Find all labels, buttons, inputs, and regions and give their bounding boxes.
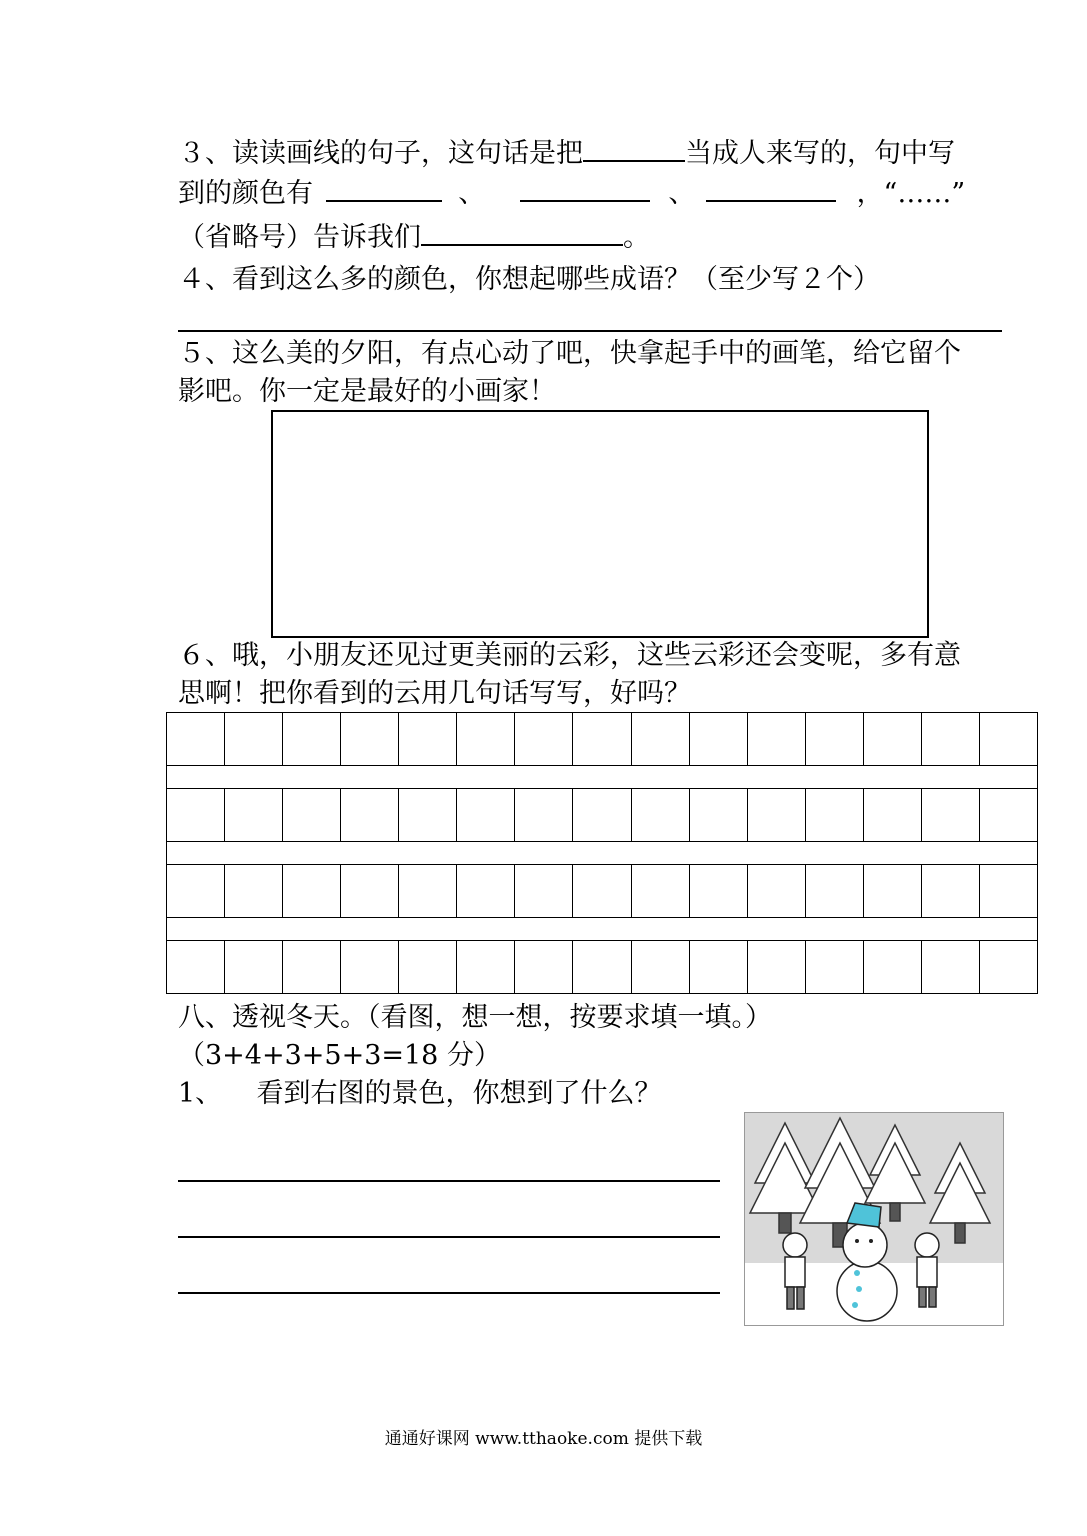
q6-line-1: ６、哦，小朋友还见过更美丽的云彩，这些云彩还会变呢，多有意 [178,640,961,671]
grid-cell[interactable] [979,941,1037,994]
grid-cell[interactable] [283,789,341,842]
grid-cell[interactable] [167,865,225,918]
q3-sep-2: 、 [668,178,696,209]
grid-cell[interactable] [341,865,399,918]
q3-sep-3: ，“……” [856,178,966,209]
q3-text-2: 当成人来写的，句中写 [685,138,955,169]
grid-cell[interactable] [747,865,805,918]
grid-cell[interactable] [457,865,515,918]
grid-cell[interactable] [979,865,1037,918]
q3-blank-color-2[interactable] [520,174,650,202]
grid-cell[interactable] [573,789,631,842]
grid-cell[interactable] [341,713,399,766]
grid-cell[interactable] [863,713,921,766]
grid-cell[interactable] [283,713,341,766]
grid-cell[interactable] [805,941,863,994]
grid-cell[interactable] [457,789,515,842]
snowman-illustration-svg [745,1113,1003,1325]
q3-blank-ellipsis[interactable] [421,218,623,246]
grid-cell[interactable] [457,941,515,994]
grid-cell[interactable] [805,789,863,842]
section-8-q1: 1、 看到右图的景色，你想到了什么？ [178,1078,662,1109]
q3-sep-1: 、 [458,178,486,209]
grid-cell[interactable] [689,789,747,842]
section-8-score: （3+4+3+5+3=18 分） [178,1040,501,1071]
q3-text-3: 到的颜色有 [178,178,313,209]
grid-cell[interactable] [631,713,689,766]
grid-row [167,941,1038,994]
grid-gap [167,918,1038,941]
grid-gap [167,766,1038,789]
q3-blank-color-3[interactable] [706,174,836,202]
answer-line-1[interactable] [178,1180,720,1182]
q5-line-2: 影吧。你一定是最好的小画家！ [178,376,556,407]
grid-cell[interactable] [631,941,689,994]
grid-row [167,713,1038,766]
grid-cell[interactable] [515,789,573,842]
section-8-title: 八、透视冬天。（看图，想一想，按要求填一填。） [178,1002,772,1033]
grid-cell[interactable] [921,713,979,766]
grid-cell[interactable] [689,865,747,918]
grid-cell[interactable] [515,713,573,766]
grid-cell[interactable] [573,713,631,766]
grid-cell[interactable] [283,941,341,994]
q3-line-1 [178,134,955,174]
q3-line-2 [178,174,965,214]
grid-cell[interactable] [979,713,1037,766]
grid-cell[interactable] [863,941,921,994]
grid-cell[interactable] [341,789,399,842]
grid-cell[interactable] [631,789,689,842]
grid-cell[interactable] [979,789,1037,842]
grid-cell[interactable] [863,789,921,842]
grid-cell[interactable] [399,789,457,842]
drawing-box[interactable] [271,410,929,638]
q3-line-3 [178,218,650,258]
grid-cell[interactable] [631,865,689,918]
q6-line-2: 思啊！把你看到的云用几句话写写，好吗？ [178,678,691,709]
grid-cell[interactable] [399,865,457,918]
q4-answer-line[interactable] [178,330,1002,332]
writing-grid [166,712,1038,994]
footer-credit: 通通好课网 www.tthaoke.com 提供下载 [384,1429,703,1449]
q3-text-1: ３、读读画线的句子，这句话是把 [178,138,583,169]
grid-cell[interactable] [573,941,631,994]
grid-cell[interactable] [689,941,747,994]
grid-cell[interactable] [399,941,457,994]
q5-line-1: ５、这么美的夕阳，有点心动了吧，快拿起手中的画笔，给它留个 [178,338,961,369]
q3-blank-personified[interactable] [583,134,685,162]
grid-cell[interactable] [805,865,863,918]
grid-row [167,789,1038,842]
grid-cell[interactable] [921,789,979,842]
grid-cell[interactable] [225,941,283,994]
grid-cell[interactable] [457,713,515,766]
grid-cell[interactable] [689,713,747,766]
grid-cell[interactable] [167,789,225,842]
grid-cell[interactable] [747,941,805,994]
grid-cell[interactable] [921,865,979,918]
grid-cell[interactable] [921,941,979,994]
answer-line-2[interactable] [178,1236,720,1238]
grid-cell[interactable] [863,865,921,918]
q3-text-4: （省略号）告诉我们 [178,222,421,253]
grid-cell[interactable] [805,713,863,766]
q3-blank-color-1[interactable] [326,174,442,202]
answer-line-3[interactable] [178,1292,720,1294]
grid-gap-row [167,842,1038,865]
grid-cell[interactable] [167,941,225,994]
grid-gap-row [167,918,1038,941]
grid-gap-row [167,766,1038,789]
grid-cell[interactable] [283,865,341,918]
grid-gap [167,842,1038,865]
grid-row [167,865,1038,918]
grid-cell[interactable] [225,713,283,766]
grid-cell[interactable] [747,713,805,766]
grid-cell[interactable] [167,713,225,766]
q3-end: 。 [623,222,650,253]
grid-cell[interactable] [399,713,457,766]
q4-question: ４、看到这么多的颜色，你想起哪些成语？（至少写２个） [178,264,880,295]
grid-cell[interactable] [225,865,283,918]
grid-cell[interactable] [515,941,573,994]
grid-cell[interactable] [747,789,805,842]
grid-cell[interactable] [341,941,399,994]
grid-cell[interactable] [573,865,631,918]
grid-cell[interactable] [225,789,283,842]
grid-cell[interactable] [515,865,573,918]
winter-snowman-picture [744,1112,1004,1326]
